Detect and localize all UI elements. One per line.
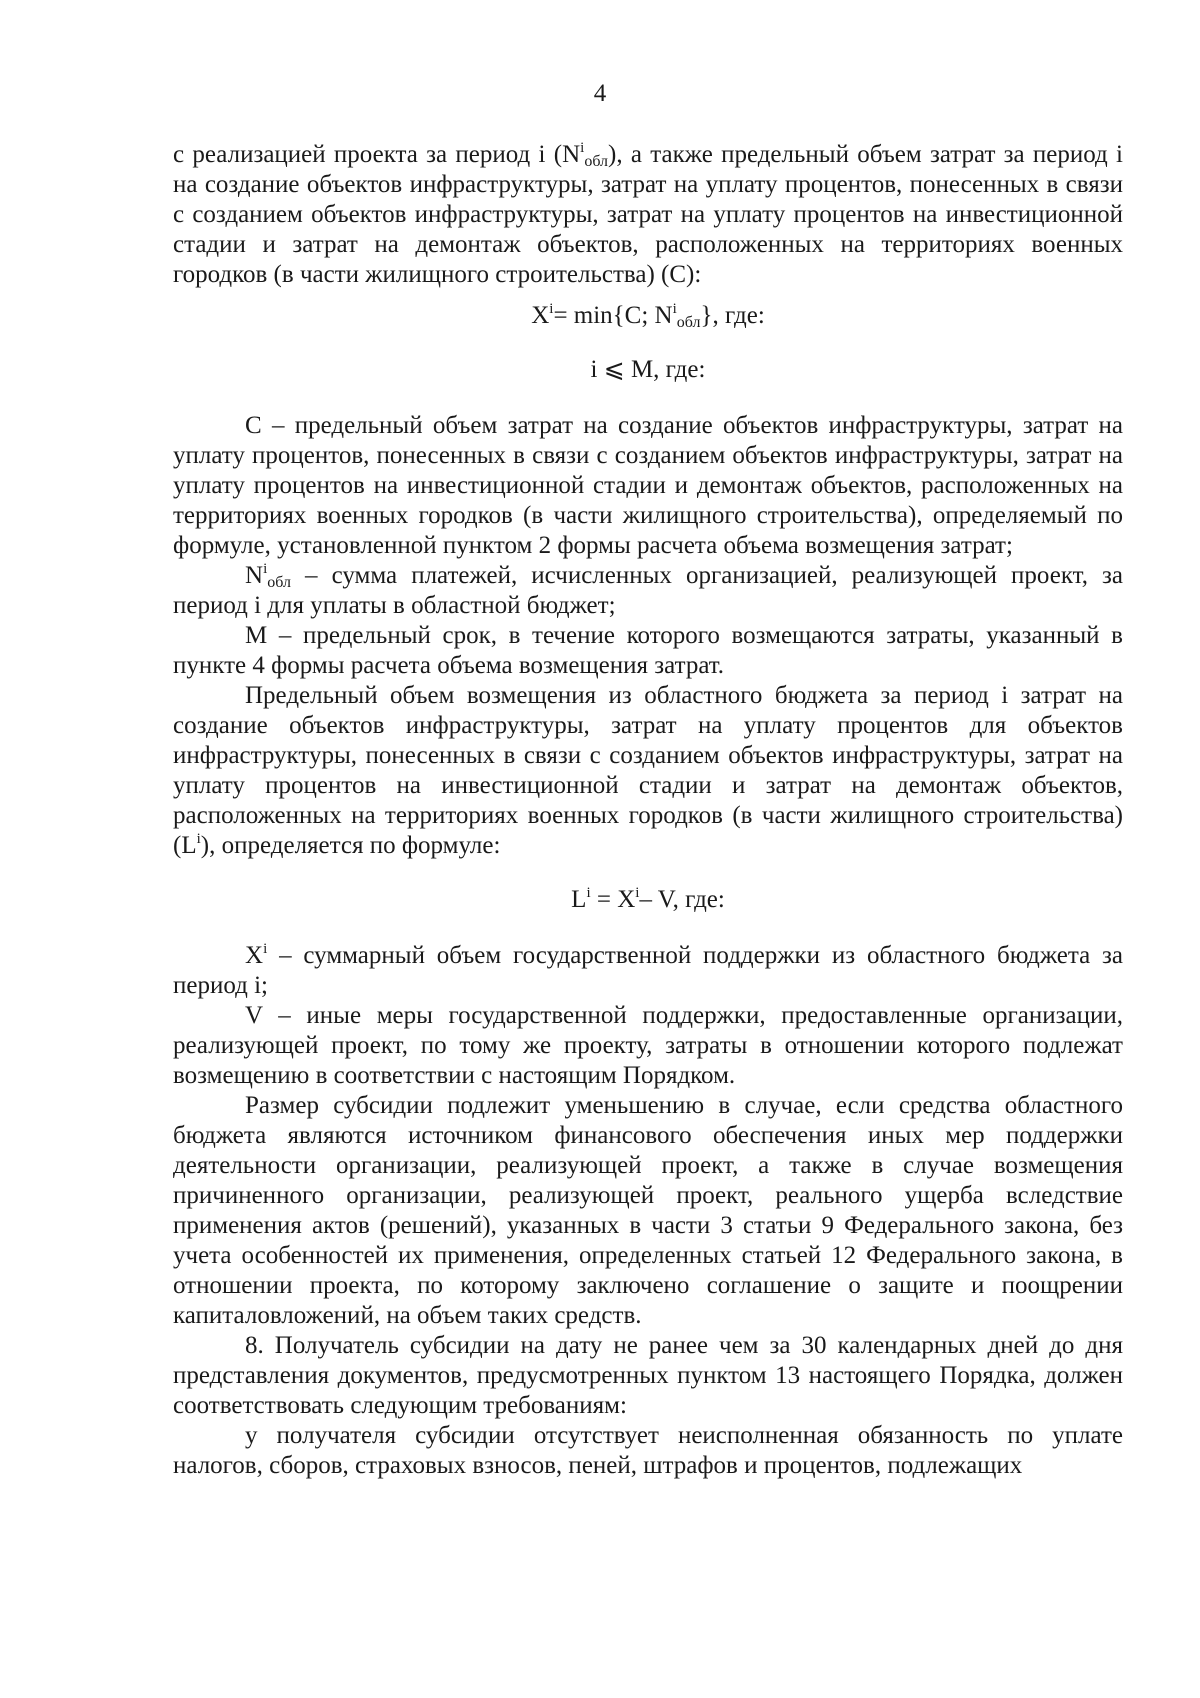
superscript: i	[586, 885, 591, 901]
paragraph-n-definition	[173, 561, 1123, 621]
superscript: i	[263, 561, 268, 577]
paragraph-limit-volume	[173, 681, 1123, 861]
subscript: обл	[584, 153, 609, 170]
superscript: i	[635, 885, 640, 901]
paragraph-intro	[173, 140, 1123, 290]
paragraph-x-definition	[173, 941, 1123, 1001]
superscript: i	[672, 301, 677, 317]
formula-l	[173, 885, 1123, 915]
paragraph-item-8: 8. Получатель субсидии на дату не ранее чем за 30 календарных дней до дня представления документов, предусмотренных пунктом 13 настоящего Порядка, должен соответствовать следующим требованиям:	[173, 1332, 1123, 1419]
text-run: ), а также предельный объем затрат за период i на создание объектов инфраструктуры, затрат на уплату процентов, понесенных в связи с созданием объектов инфраструктуры, затрат на уплату процентов на инвестиционной стадии и затрат на демонтаж объектов, расположенных на территориях военных городков (в части жилищного строительства) (С):	[173, 141, 1124, 288]
text-run: с реализацией проекта за период i (N	[173, 141, 581, 168]
var-l: L	[571, 886, 587, 913]
text-run: }, где:	[700, 302, 765, 329]
text-run: Предельный объем возмещения из областного бюджета за период i затрат на создание объектов инфраструктуры, затрат на уплату процентов для объектов инфраструктуры, понесенных в связи с созданием объектов инфраструктуры, затрат на уплату процентов на инвестиционной стадии и затрат на демонтаж объектов, расположенных на территориях военных городков (в части жилищного строительства) (L	[173, 682, 1123, 859]
text-run: – сумма платежей, исчисленных организацией, реализующей проект, за период i для уплаты в областной бюджет;	[173, 562, 1123, 619]
superscript: i	[549, 301, 554, 317]
subscript: обл	[267, 574, 291, 591]
formula-i-condition: i ⩽ M, где:	[590, 356, 706, 383]
text-run: = X	[590, 886, 636, 913]
subscript: обл	[676, 314, 701, 331]
paragraph-c-definition: С – предельный объем затрат на создание объектов инфраструктуры, затрат на уплату процентов, понесенных в связи с созданием объектов инфраструктуры, затрат на уплату процентов на инвестиционной стадии и демонтаж объектов, расположенных на территориях военных городков (в части жилищного строительства), определяемый по формуле, установленной пунктом 2 формы расчета объема возмещения затрат;	[173, 412, 1123, 559]
page-number: 4	[593, 80, 607, 107]
text-run: – суммарный объем государственной поддержки из областного бюджета за период i;	[173, 942, 1123, 999]
superscript: i	[196, 831, 201, 847]
var-x: X	[245, 942, 264, 969]
text-run: ), определяется по формуле:	[200, 832, 501, 859]
paragraph-v-definition: V – иные меры государственной поддержки, предоставленные организации, реализующей проект, по тому же проекту, затраты в отношении которого подлежат возмещению в соответствии с настоящим Порядком.	[173, 1002, 1123, 1089]
formula-x	[173, 301, 1123, 331]
superscript: i	[580, 140, 585, 156]
paragraph-m-definition: М – предельный срок, в течение которого возмещаются затраты, указанный в пункте 4 формы расчета объема возмещения затрат.	[173, 622, 1123, 679]
document-body	[173, 140, 1123, 1481]
var-x: X	[531, 302, 550, 329]
superscript: i	[263, 941, 268, 957]
var-n: N	[245, 562, 264, 589]
text-run: – V, где:	[639, 886, 725, 913]
paragraph-subsidy-reduction: Размер субсидии подлежит уменьшению в случае, если средства областного бюджета являются источником финансового обеспечения иных мер поддержки деятельности организации, реализующей проект, а также в случае возмещения причиненного организации, реализующей проект, реального ущерба вследствие применения актов (решений), указанных в части 3 статьи 9 Федерального закона, без учета особенностей их применения, определенных статьей 12 Федерального закона, в отношении проекта, по которому заключено соглашение о защите и поощрении капиталовложений, на объем таких средств.	[173, 1092, 1123, 1329]
paragraph-requirement: у получателя субсидии отсутствует неисполненная обязанность по уплате налогов, сборов, страховых взносов, пеней, штрафов и процентов, подлежащих	[173, 1422, 1123, 1479]
text-run: = min{C; N	[553, 302, 673, 329]
